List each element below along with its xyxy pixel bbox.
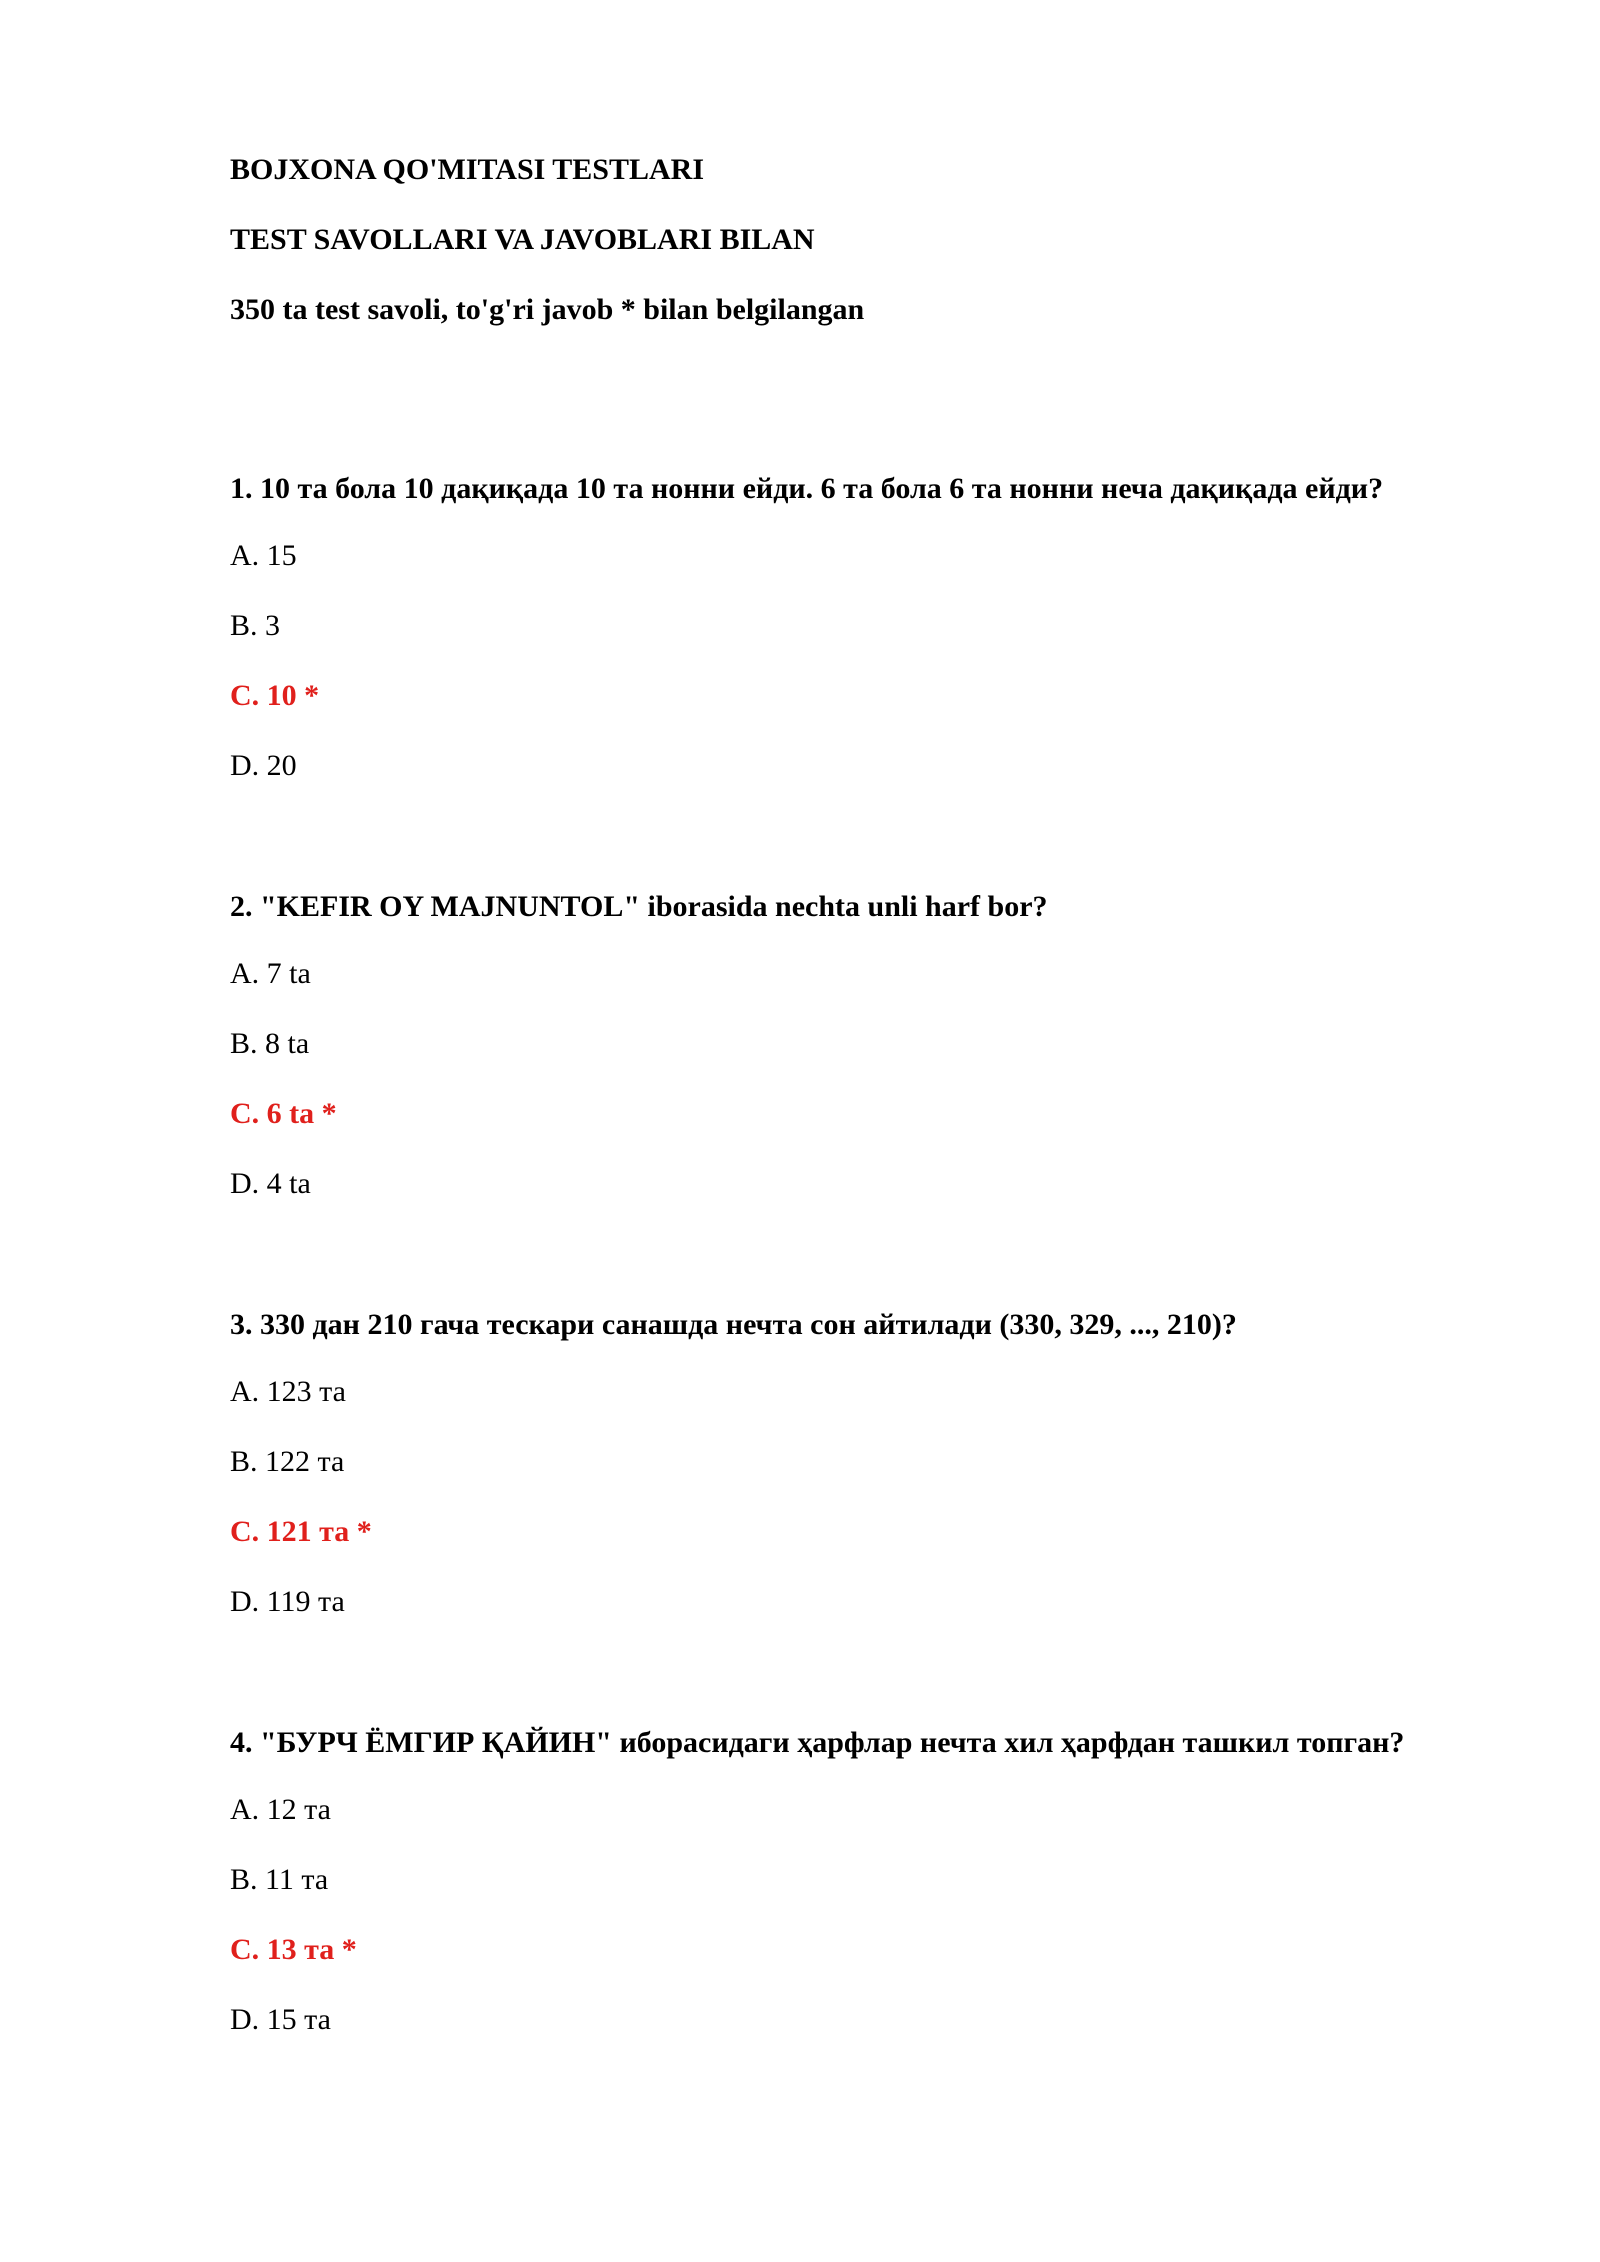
answer-option-d: D. 15 та — [230, 2003, 331, 2036]
question-text: 4. "БУРЧ ЁМГИР ҚАЙИН" иборасидаги ҳарфлар нечта хил ҳарфдан ташкил топган? — [230, 1726, 1405, 1759]
document-note: 350 ta test savoli, to'g'ri javob * bilan belgilangan — [230, 293, 865, 326]
answer-option-d: D. 20 — [230, 749, 297, 782]
question-text: 2. "KEFIR OY MAJNUNTOL" iborasida nechta unli harf bor? — [230, 890, 1048, 923]
question-1 — [230, 468, 1490, 784]
question-2 — [230, 886, 1490, 1202]
answer-option-a: A. 7 ta — [230, 957, 311, 990]
question-text: 3. 330 дан 210 гача тескари санашда нечта сон айтилади (330, 329, ..., 210)? — [230, 1308, 1237, 1341]
answer-option-b: B. 122 та — [230, 1445, 345, 1478]
answer-option-c-correct: C. 13 та * — [230, 1933, 357, 1966]
answer-option-c-correct: C. 10 * — [230, 679, 320, 712]
answer-option-a: A. 12 та — [230, 1793, 331, 1826]
answer-option-b: B. 3 — [230, 609, 281, 642]
question-text: 1. 10 та бола 10 дақиқада 10 та нонни ейди. 6 та бола 6 та нонни неча дақиқада ейди? — [230, 472, 1384, 505]
answer-option-a: A. 123 та — [230, 1375, 346, 1408]
document-header — [230, 152, 1490, 328]
answer-option-d: D. 119 та — [230, 1585, 345, 1618]
question-3 — [230, 1304, 1490, 1620]
answer-option-c-correct: C. 121 та * — [230, 1515, 372, 1548]
answer-option-d: D. 4 ta — [230, 1167, 311, 1200]
question-4 — [230, 1722, 1490, 2038]
page-content — [230, 152, 1490, 2038]
answer-option-b: B. 11 та — [230, 1863, 329, 1896]
document-title: BOJXONA QO'MITASI TESTLARI — [230, 153, 705, 186]
answer-option-b: B. 8 ta — [230, 1027, 310, 1060]
answer-option-c-correct: C. 6 ta * — [230, 1097, 337, 1130]
answer-option-a: A. 15 — [230, 539, 297, 572]
document-subtitle: TEST SAVOLLARI VA JAVOBLARI BILAN — [230, 223, 815, 256]
